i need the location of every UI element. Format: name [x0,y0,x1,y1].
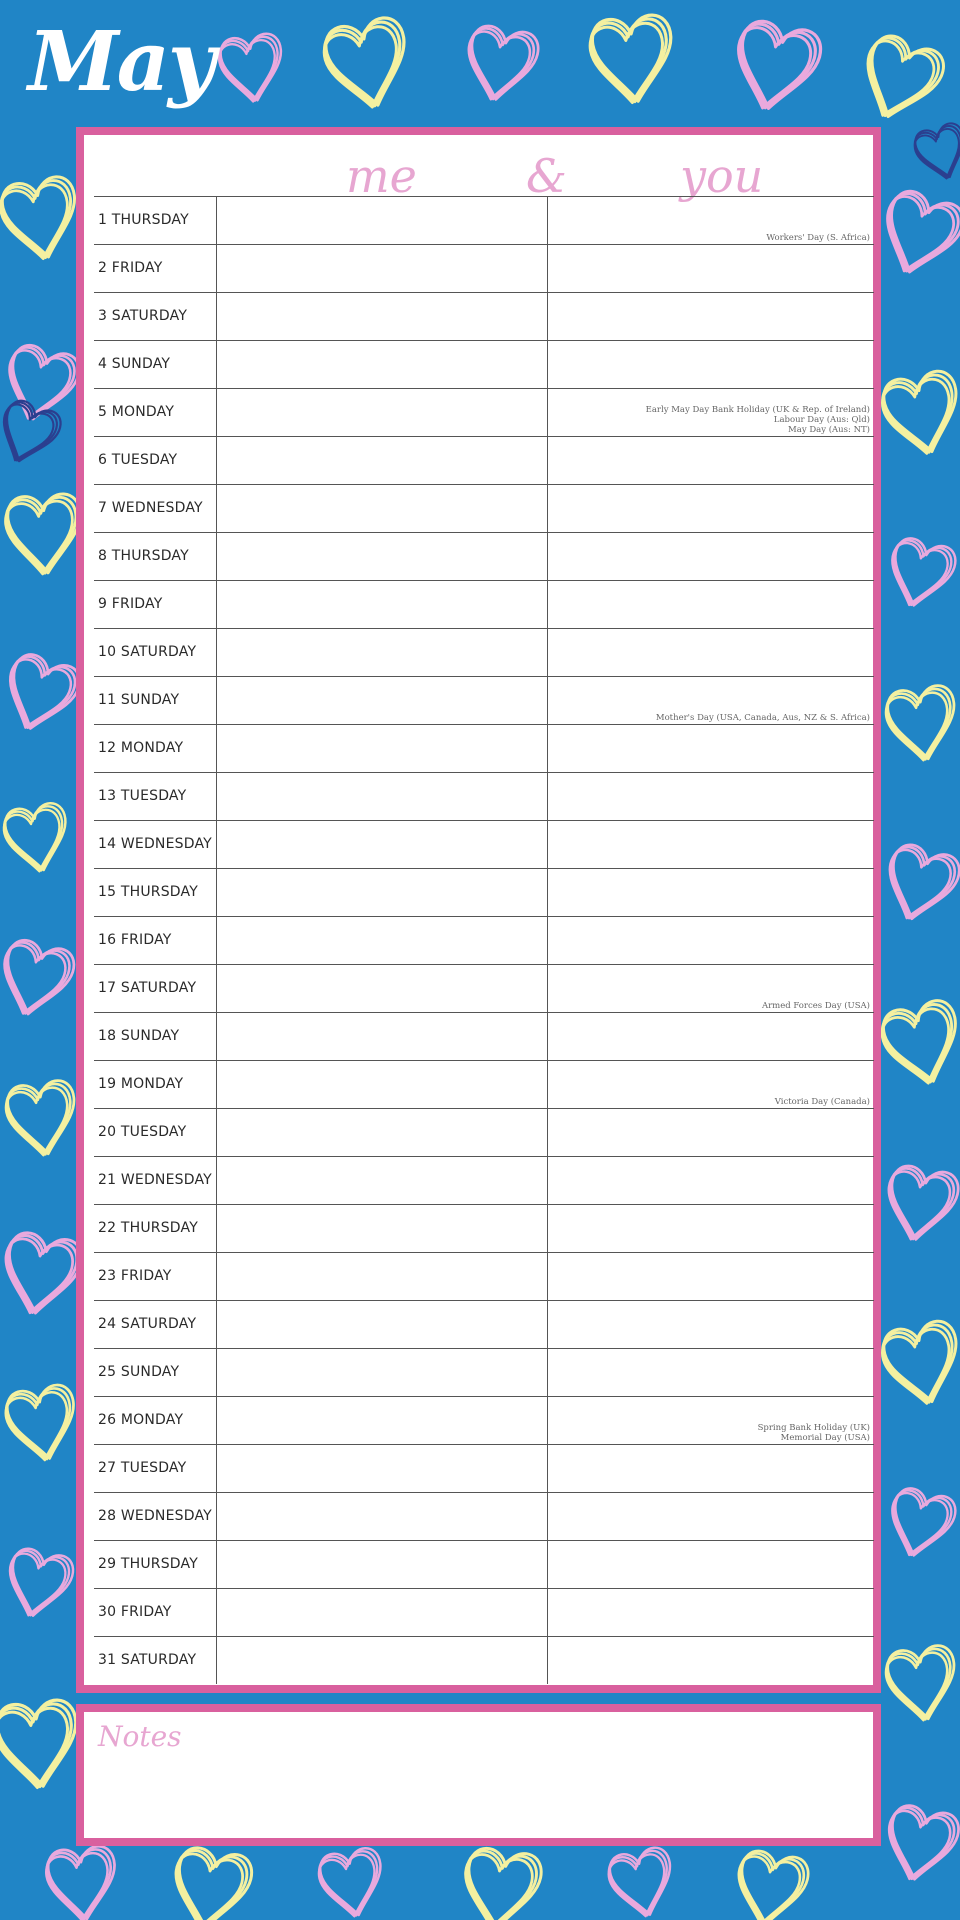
heart-icon [458,1846,543,1920]
heart-icon [883,1644,960,1725]
day-label: 30 FRIDAY [98,1604,172,1620]
heart-icon [1,1546,76,1623]
heart-icon [878,368,960,460]
day-row[interactable] [94,1012,874,1060]
holiday-line: Mother's Day (USA, Canada, Aus, NZ & S. Africa) [655,713,870,723]
day-row[interactable] [94,484,874,532]
day-grid [94,196,874,1684]
day-row[interactable] [94,388,874,436]
day-label: 19 MONDAY [98,1076,184,1092]
day-row[interactable] [94,1204,874,1252]
heart-icon [4,493,84,576]
holiday-line: Spring Bank Holiday (UK) [757,1423,870,1433]
day-label: 23 FRIDAY [98,1268,172,1284]
day-label: 29 THURSDAY [98,1556,198,1572]
heart-icon [587,13,677,106]
day-label: 24 SATURDAY [98,1316,197,1332]
heart-icon [316,1846,389,1920]
day-row[interactable] [94,724,874,772]
planner-panel [76,127,881,1693]
day-label: 10 SATURDAY [98,644,197,660]
day-label: 27 TUESDAY [98,1460,187,1476]
column-header-ampersand: & [526,149,567,203]
day-row[interactable] [94,964,874,1012]
day-row[interactable] [94,772,874,820]
heart-icon [0,396,65,471]
heart-icon [3,1079,81,1160]
day-row[interactable] [94,916,874,964]
day-label: 2 FRIDAY [98,260,163,276]
day-row[interactable] [94,340,874,388]
holiday-line: Workers' Day (S. Africa) [766,233,870,243]
day-row[interactable] [94,1444,874,1492]
holiday-note [775,1097,870,1107]
month-title: May [28,14,214,110]
day-label: 15 THURSDAY [98,884,198,900]
holiday-line: Labour Day (Aus: Qld) [773,415,870,425]
day-row[interactable] [94,676,874,724]
day-label: 18 SUNDAY [98,1028,180,1044]
day-row[interactable] [94,1636,874,1684]
holiday-note [762,1001,870,1011]
day-label: 26 MONDAY [98,1412,184,1428]
holiday-note [766,233,870,243]
day-label: 14 WEDNESDAY [98,836,212,852]
heart-icon [851,30,948,129]
holiday-line: Memorial Day (USA) [780,1433,870,1443]
column-header-you: you [680,149,764,203]
day-label: 3 SATURDAY [98,308,188,324]
heart-icon [877,997,960,1091]
day-label: 6 TUESDAY [98,452,178,468]
notes-label: Notes [98,1720,182,1753]
day-label: 11 SUNDAY [98,692,180,708]
day-row[interactable] [94,1396,874,1444]
heart-icon [0,936,78,1022]
day-label: 20 TUESDAY [98,1124,187,1140]
heart-icon [0,174,84,264]
day-row[interactable] [94,628,874,676]
day-label: 9 FRIDAY [98,596,163,612]
day-label: 31 SATURDAY [98,1652,197,1668]
heart-icon [877,840,960,928]
heart-icon [727,17,824,117]
day-label: 5 MONDAY [98,404,175,420]
day-row[interactable] [94,436,874,484]
heart-icon [881,1163,960,1246]
day-row[interactable] [94,1060,874,1108]
day-label: 22 THURSDAY [98,1220,198,1236]
day-row[interactable] [94,1540,874,1588]
holiday-note [646,405,870,435]
heart-icon [0,341,83,427]
day-row[interactable] [94,1300,874,1348]
day-label: 17 SATURDAY [98,980,197,996]
heart-icon [882,535,959,614]
heart-icon [0,1230,85,1320]
day-label: 7 WEDNESDAY [98,500,203,516]
heart-icon [911,121,960,185]
day-row[interactable] [94,1252,874,1300]
day-label: 25 SUNDAY [98,1364,180,1380]
notes-box[interactable] [76,1704,881,1846]
day-row[interactable] [94,196,874,244]
day-label: 1 THURSDAY [98,212,189,228]
heart-icon [880,1802,960,1887]
heart-icon [0,1698,82,1791]
heart-icon [461,23,541,106]
day-row[interactable] [94,1588,874,1636]
heart-icon [0,650,84,740]
day-label: 12 MONDAY [98,740,184,756]
holiday-line: Early May Day Bank Holiday (UK & Rep. of Ireland) [645,405,870,415]
heart-icon [1,801,74,876]
heart-icon [878,1318,960,1410]
heart-icon [882,1485,959,1564]
heart-icon [2,1383,82,1466]
day-label: 8 THURSDAY [98,548,189,564]
day-row[interactable] [94,580,874,628]
heart-icon [319,15,416,115]
heart-icon [605,1845,680,1920]
day-row[interactable] [94,532,874,580]
heart-icon [883,684,960,765]
holiday-note [758,1423,870,1443]
day-label: 21 WEDNESDAY [98,1172,212,1188]
holiday-line: Victoria Day (Canada) [774,1097,870,1107]
heart-icon [44,1845,120,1920]
column-header-me: me [346,149,417,203]
heart-icon [167,1845,255,1920]
heart-icon [731,1848,811,1920]
holiday-line: May Day (Aus: NT) [788,425,870,435]
holiday-note [656,713,870,723]
day-row[interactable] [94,244,874,292]
day-label: 28 WEDNESDAY [98,1508,212,1524]
day-label: 4 SUNDAY [98,356,171,372]
day-row[interactable] [94,1156,874,1204]
day-row[interactable] [94,1348,874,1396]
day-row[interactable] [94,868,874,916]
holiday-line: Armed Forces Day (USA) [761,1001,870,1011]
day-row[interactable] [94,292,874,340]
day-row[interactable] [94,820,874,868]
day-label: 13 TUESDAY [98,788,187,804]
heart-icon [216,32,287,105]
day-row[interactable] [94,1108,874,1156]
day-row[interactable] [94,1492,874,1540]
day-label: 16 FRIDAY [98,932,172,948]
heart-icon [872,186,960,284]
